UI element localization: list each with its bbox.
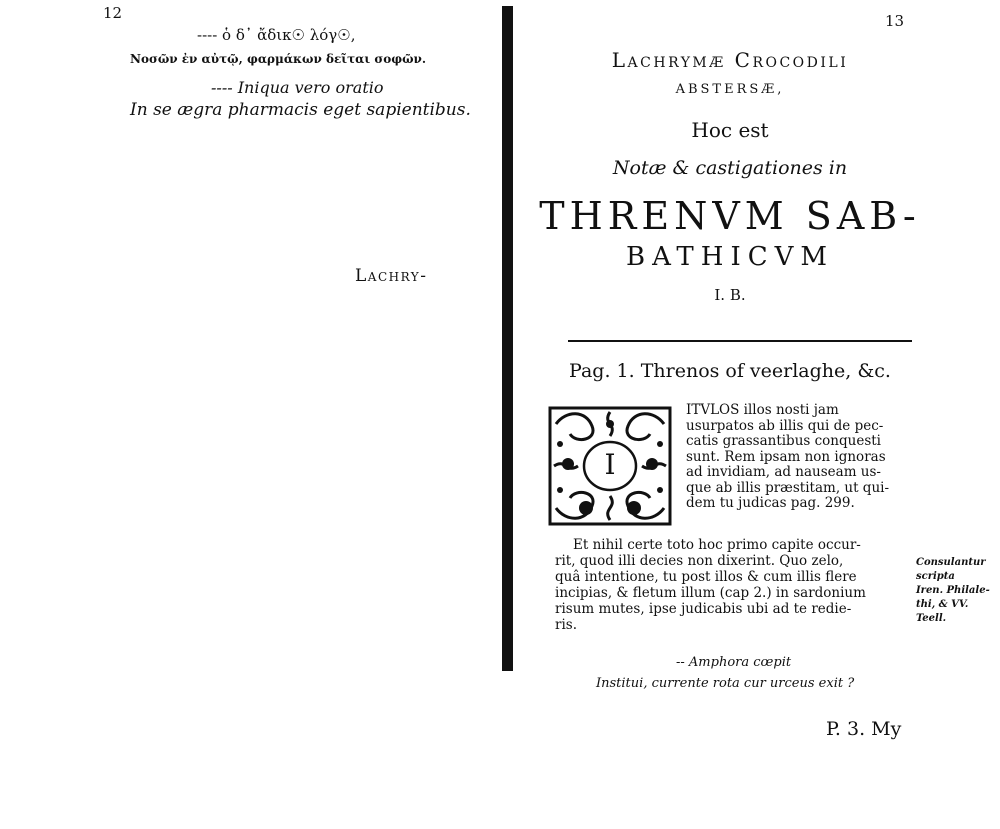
latin-verse-line-2: In se ægra pharmacis eget sapientibus. [130, 100, 471, 120]
body-line: ITVLOS illos nosti jam [686, 403, 839, 418]
margin-line: Teell. [916, 613, 947, 624]
title-line-1: Lachrymæ Crocodili [611, 48, 849, 72]
body-paragraph-first [686, 403, 922, 512]
drop-cap-letter: I [604, 448, 616, 481]
title-line-2: ABSTERSÆ, [675, 82, 785, 97]
quoted-verse-line-2: Institui, currente rota cur urceus exit ? [596, 676, 855, 691]
author-initials: I. B. [714, 286, 746, 304]
title-line-4: Notæ & castigationes in [612, 157, 848, 179]
body-line: usurpatos ab illis qui de pec- [686, 418, 884, 434]
quoted-verse-line-1: -- Amphora cœpit [676, 655, 792, 670]
body-line: risum mutes, ipse judicabis ubi ad te redie- [555, 601, 852, 617]
body-line: ad invidiam, ad nauseam us- [686, 465, 881, 480]
body-line: Et nihil certe toto hoc primo capite occur- [573, 537, 861, 553]
title-line-6: BATHICVM [625, 242, 835, 272]
body-line: catis grassantibus conquesti [686, 434, 881, 449]
book-gutter [502, 6, 513, 671]
body-line: ris. [555, 617, 577, 633]
margin-line: scripta [916, 571, 955, 582]
latin-verse-line-1: ---- Iniqua vero oratio [211, 78, 384, 97]
margin-line: thi, & VV. [916, 599, 969, 610]
greek-verse-line-2: Νοσῶν ἐν αὐτῷ, φαρμάκων δεῖται σοφῶν. [130, 52, 427, 66]
title-line-3: Hoc est [691, 118, 769, 142]
margin-line: Iren. Philale- [916, 585, 990, 596]
body-line: quâ intentione, tu post illos & cum illis flere [555, 569, 857, 585]
section-heading: Pag. 1. Threnos of veerlaghe, &c. [569, 360, 891, 382]
marginal-note [916, 556, 1000, 626]
body-line: sunt. Rem ipsam non ignoras [686, 449, 886, 465]
catchword-left: Lachry- [355, 266, 428, 286]
title-line-5: THRENVM SAB- [539, 194, 921, 238]
body-line: que ab illis præstitam, ut qui- [686, 480, 890, 496]
horizontal-rule [568, 340, 912, 342]
body-line: incipias, & fletum illum (cap 2.) in sardonium [555, 585, 866, 601]
catchword-right: P. 3. My [826, 718, 902, 740]
page-number-right: 13 [885, 12, 905, 30]
ornamental-initial [546, 404, 674, 528]
body-line: rit, quod illi decies non dixerint. Quo zelo, [555, 553, 844, 569]
margin-line: Consulantur [916, 557, 986, 568]
greek-verse-line-1: ---- ὁ δ᾽ ἄδικ☉ λόγ☉, [197, 26, 356, 44]
body-line: dem tu judicas pag. 299. [686, 496, 855, 511]
body-paragraph-second [555, 537, 913, 633]
page-number-left: 12 [103, 4, 123, 22]
